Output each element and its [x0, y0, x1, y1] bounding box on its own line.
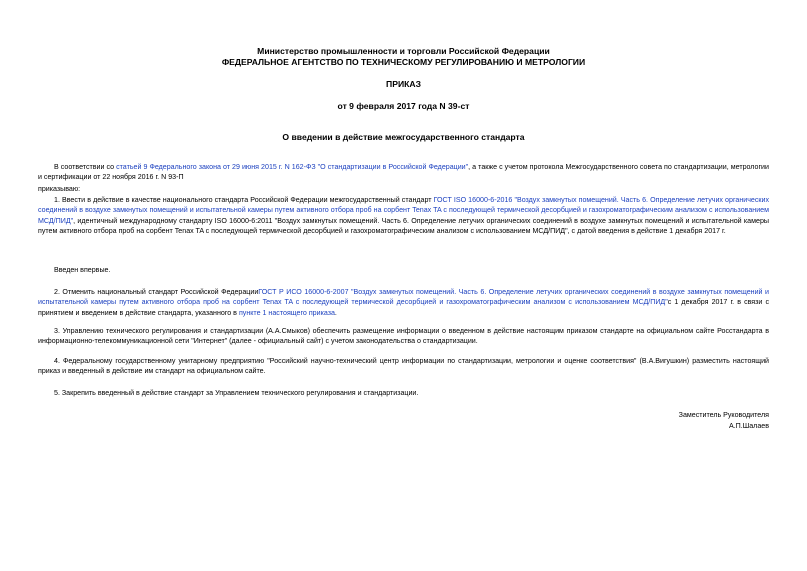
federal-law-link[interactable]: статьей 9 Федерального закона от 29 июня 2015 г. N 162-ФЗ "О стандартизации в Российской Федерации": [116, 163, 469, 171]
item-3-paragraph: 3. Управлению технического регулирования и стандартизации (А.А.Смыков) обеспечить размещение информации о введенном в действие настоящим приказом стандарте на официальном сайте Росстандарта в информационно-телекоммуникационной сети "Интернет" (далее - официальный сайт) с учетом законодательства о стандартизации.: [38, 327, 769, 346]
gost-r-iso-16000-6-2007-link[interactable]: ГОСТ Р ИСО 16000-6-2007 "Воздух замкнутых помещений. Часть 6. Определение летучих органических соединений в воздухе замкнутых помещений и испытательной камеры путем активного отбора проб на сорбент Tenax TA с последующей термической десорбцией и газохроматографическим анализом с использованием МСД/ПИД": [38, 288, 770, 307]
agency-name: ФЕДЕРАЛЬНОЕ АГЕНТСТВО ПО ТЕХНИЧЕСКОМУ РЕГУЛИРОВАНИЮ И МЕТРОЛОГИИ: [221, 57, 586, 67]
item-1-text-before: 1. Ввести в действие в качестве национального стандарта Российской Федерации межгосударственный стандарт: [54, 196, 434, 204]
preamble-text-before: В соответствии со: [54, 163, 117, 171]
item-2-text-after: .: [334, 308, 337, 317]
document-type: ПРИКАЗ: [386, 79, 421, 89]
document-date-number: от 9 февраля 2017 года N 39-ст: [337, 101, 470, 111]
item-1-text-after: , идентичный международному стандарту ISO 16000-6:2011 "Воздух замкнутых помещений. Часть 6. Определение летучих органических соединений в воздухе замкнутых помещений и испытательной камеры путем активного отбора проб на сорбент Tenax TA с последующей термической десорбцией и газохроматографическим анализом с использованием МСД/ПИД", с датой введения в действие 1 декабря 2017 г.: [38, 216, 769, 236]
ministry-name: Министерство промышленности и торговли Российской Федерации: [257, 46, 550, 56]
item-2-text-middle: с 1 декабря 2017 г. в связи с принятием и введением в действие стандарта, указанного в: [38, 298, 769, 317]
gost-iso-16000-6-2016-link[interactable]: ГОСТ ISO 16000-6-2016 "Воздух замкнутых помещений. Часть 6. Определение летучих органических соединений в воздухе замкнутых помещений и испытательной камеры путем активного отбора проб на сорбент Tenax TA с последующей термической десорбцией и газохроматографическим анализом с использованием МСД/ПИД": [38, 196, 769, 225]
preamble-text-after: , а также с учетом протокола Межгосударственного совета по стандартизации, метрологии и сертификации от 22 ноября 2016 г. N 93-П: [38, 163, 769, 182]
signature-block: [679, 410, 769, 432]
item-2-text-before: 2. Отменить национальный стандарт Российской Федерации: [54, 288, 259, 296]
preamble-paragraph: [38, 162, 769, 183]
signatory-position: Заместитель Руководителя: [678, 411, 769, 419]
order-word: приказываю:: [38, 185, 81, 193]
item-5-paragraph: 5. Закрепить введенный в действие стандарт за Управлением технического регулирования и стандартизации.: [54, 389, 419, 397]
item-2-paragraph: [38, 287, 769, 318]
document-title: О введении в действие межгосударственного стандарта: [282, 132, 525, 142]
signatory-name: А.П.Шалаев: [728, 422, 769, 430]
item-4-paragraph: 4. Федеральному государственному унитарному предприятию "Российский научно-технический центр информации по стандартизации, метрологии и оценке соответствия" (В.А.Вигушкин) разместить настоящий приказ и введенный в действие им стандарт на официальном сайте.: [38, 357, 769, 376]
first-introduced-note: Введен впервые.: [54, 266, 111, 274]
item-1-reference-link[interactable]: пункте 1 настоящего приказа: [238, 308, 335, 317]
item-1-paragraph: [38, 195, 769, 237]
